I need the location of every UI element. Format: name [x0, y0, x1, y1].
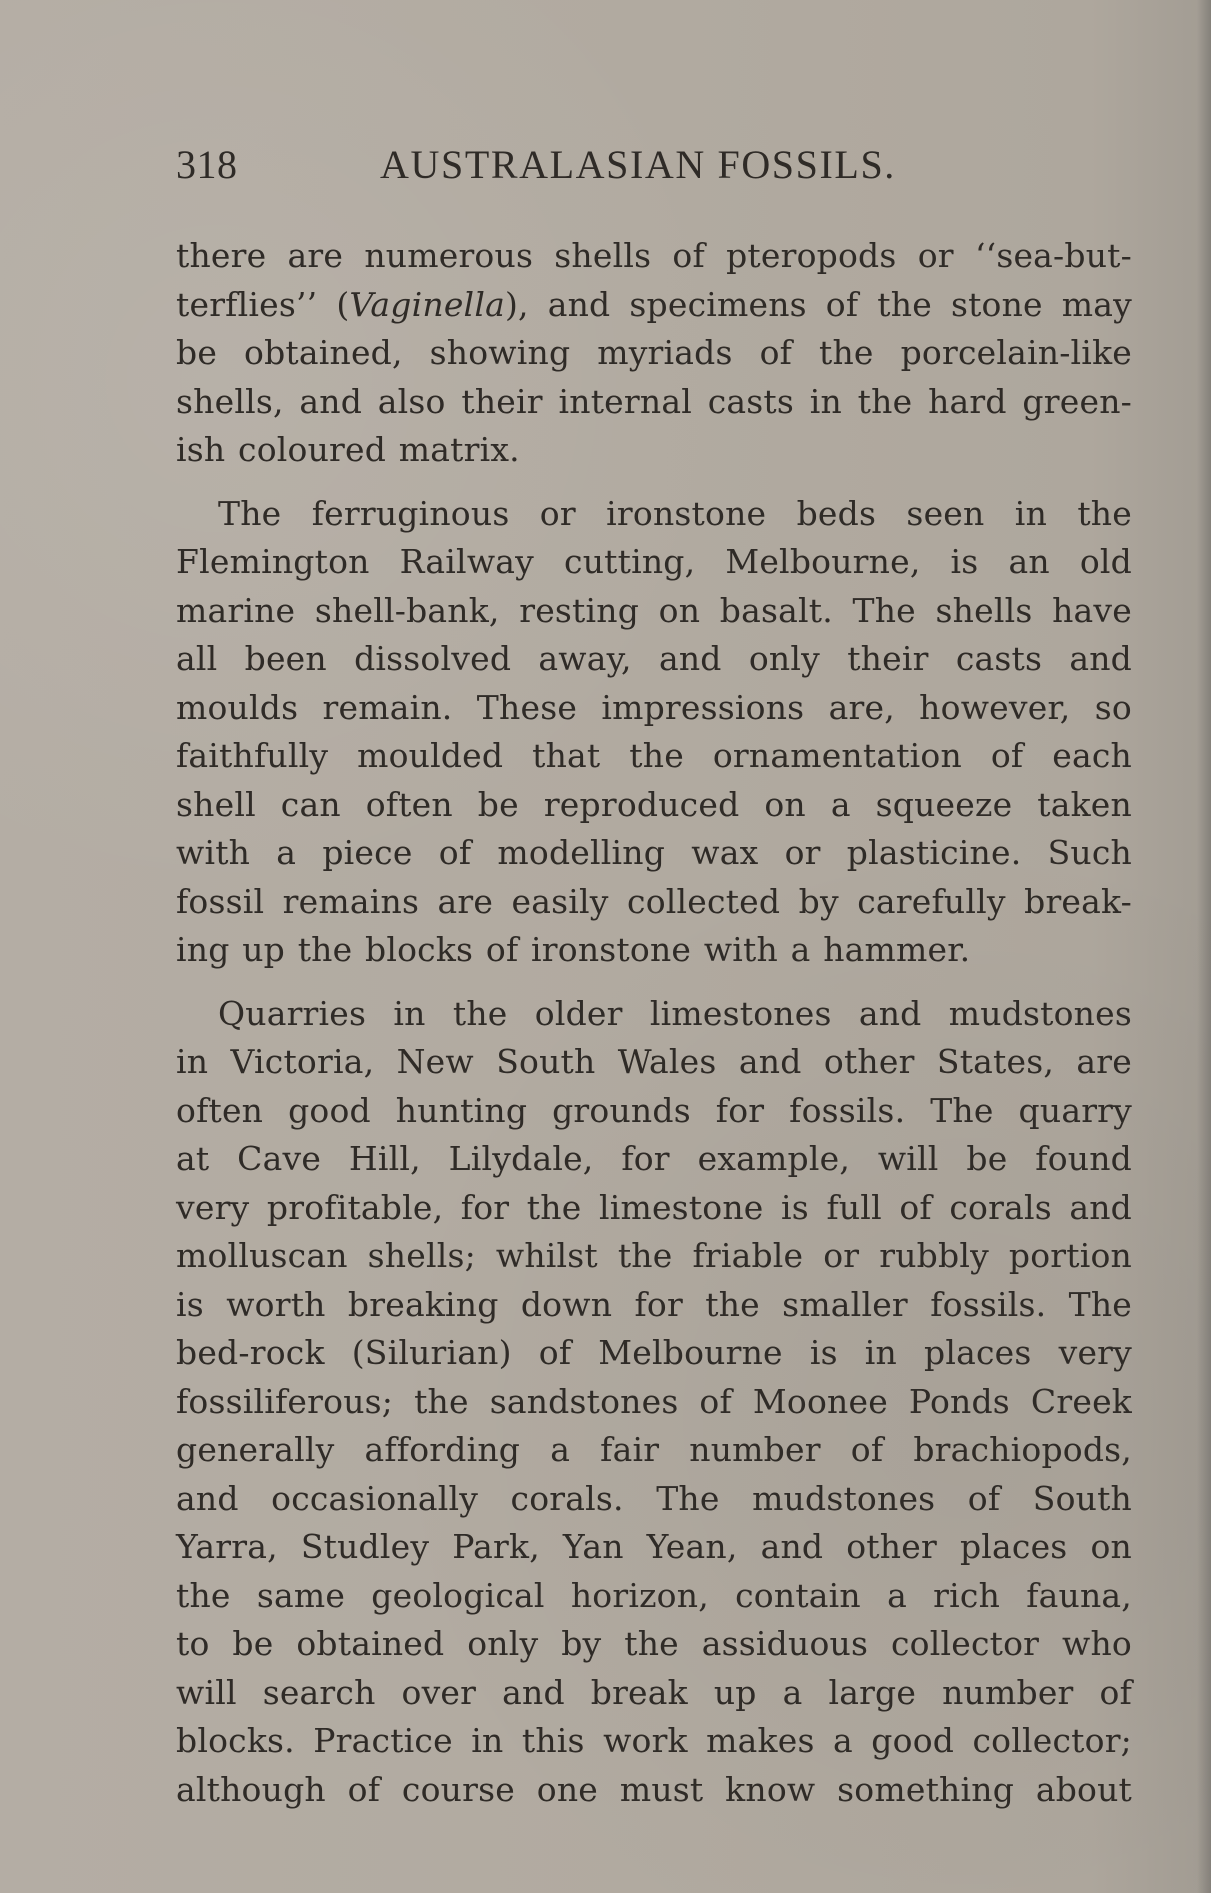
paragraph-line: fossil remains are easily collected by carefully break-: [176, 881, 1132, 921]
paragraph-line: is worth breaking down for the smaller fossils. The: [176, 1284, 1132, 1324]
paragraph-line: the same geological horizon, contain a rich fauna,: [176, 1575, 1132, 1615]
paragraph-line: although of course one must know something about: [176, 1769, 1132, 1809]
line-text: ), and specimens of the stone may: [504, 284, 1132, 324]
paragraph-line: blocks. Practice in this work makes a good collector;: [176, 1721, 1132, 1760]
paragraph-line: will search over and break up a large number of: [176, 1672, 1132, 1712]
paragraph-3: [176, 990, 1132, 1815]
paragraph-line: very profitable, for the limestone is full of corals and: [176, 1187, 1132, 1227]
paragraph-line: to be obtained only by the assiduous collector who: [176, 1624, 1132, 1663]
paragraph-line: Flemington Railway cutting, Melbourne, is an old: [176, 542, 1132, 581]
paragraph-line: bed-rock (Silurian) of Melbourne is in places very: [176, 1333, 1132, 1372]
paragraph-line: generally affording a fair number of brachiopods,: [176, 1430, 1132, 1469]
page-number: 318: [176, 142, 238, 187]
paragraph-line: be obtained, showing myriads of the porcelain-like: [176, 333, 1132, 372]
paragraph-1: [176, 232, 1132, 475]
italic-genus-name: Vaginella: [349, 284, 505, 324]
paragraph-line: moulds remain. These impressions are, however, so: [176, 687, 1132, 727]
paragraph-line: all been dissolved away, and only their casts and: [176, 639, 1132, 678]
line-text: terflies’’ (: [176, 284, 350, 324]
paragraph-line: shell can often be reproduced on a squeeze taken: [176, 784, 1132, 824]
paragraph-2: [176, 490, 1132, 975]
paragraph-line: with a piece of modelling wax or plasticine. Such: [176, 833, 1132, 872]
paragraph-line: molluscan shells; whilst the friable or rubbly portion: [176, 1236, 1132, 1275]
paragraph-line: there are numerous shells of pteropods or ‘‘sea-but-: [176, 236, 1132, 275]
paragraph-line: in Victoria, New South Wales and other States, are: [176, 1042, 1132, 1081]
page-edge-shadow: [1197, 0, 1211, 1893]
paragraph-line: marine shell-bank, resting on basalt. The shells have: [176, 590, 1132, 630]
paragraph-line: The ferruginous or ironstone beds seen in the: [218, 493, 1132, 533]
paragraph-line: faithfully moulded that the ornamentation of each: [176, 736, 1132, 775]
paragraph-line: ish coloured matrix.: [176, 430, 520, 469]
running-head: AUSTRALASIAN FOSSILS.: [380, 142, 896, 187]
paragraph-line: Quarries in the older limestones and mudstones: [218, 993, 1132, 1033]
paragraph-line: Yarra, Studley Park, Yan Yean, and other places on: [176, 1527, 1132, 1566]
paragraph-line: and occasionally corals. The mudstones of South: [176, 1478, 1132, 1518]
paragraph-line: often good hunting grounds for fossils. The quarry: [176, 1090, 1132, 1130]
paragraph-line: shells, and also their internal casts in the hard green-: [176, 381, 1132, 421]
paragraph-line: [176, 281, 1132, 330]
body-text: [176, 232, 1132, 1814]
paragraph-line: fossiliferous; the sandstones of Moonee Ponds Creek: [176, 1381, 1132, 1421]
paragraph-line: at Cave Hill, Lilydale, for example, will be found: [176, 1139, 1132, 1178]
paragraph-line: ing up the blocks of ironstone with a hammer.: [176, 930, 971, 969]
page-header: [176, 143, 956, 195]
